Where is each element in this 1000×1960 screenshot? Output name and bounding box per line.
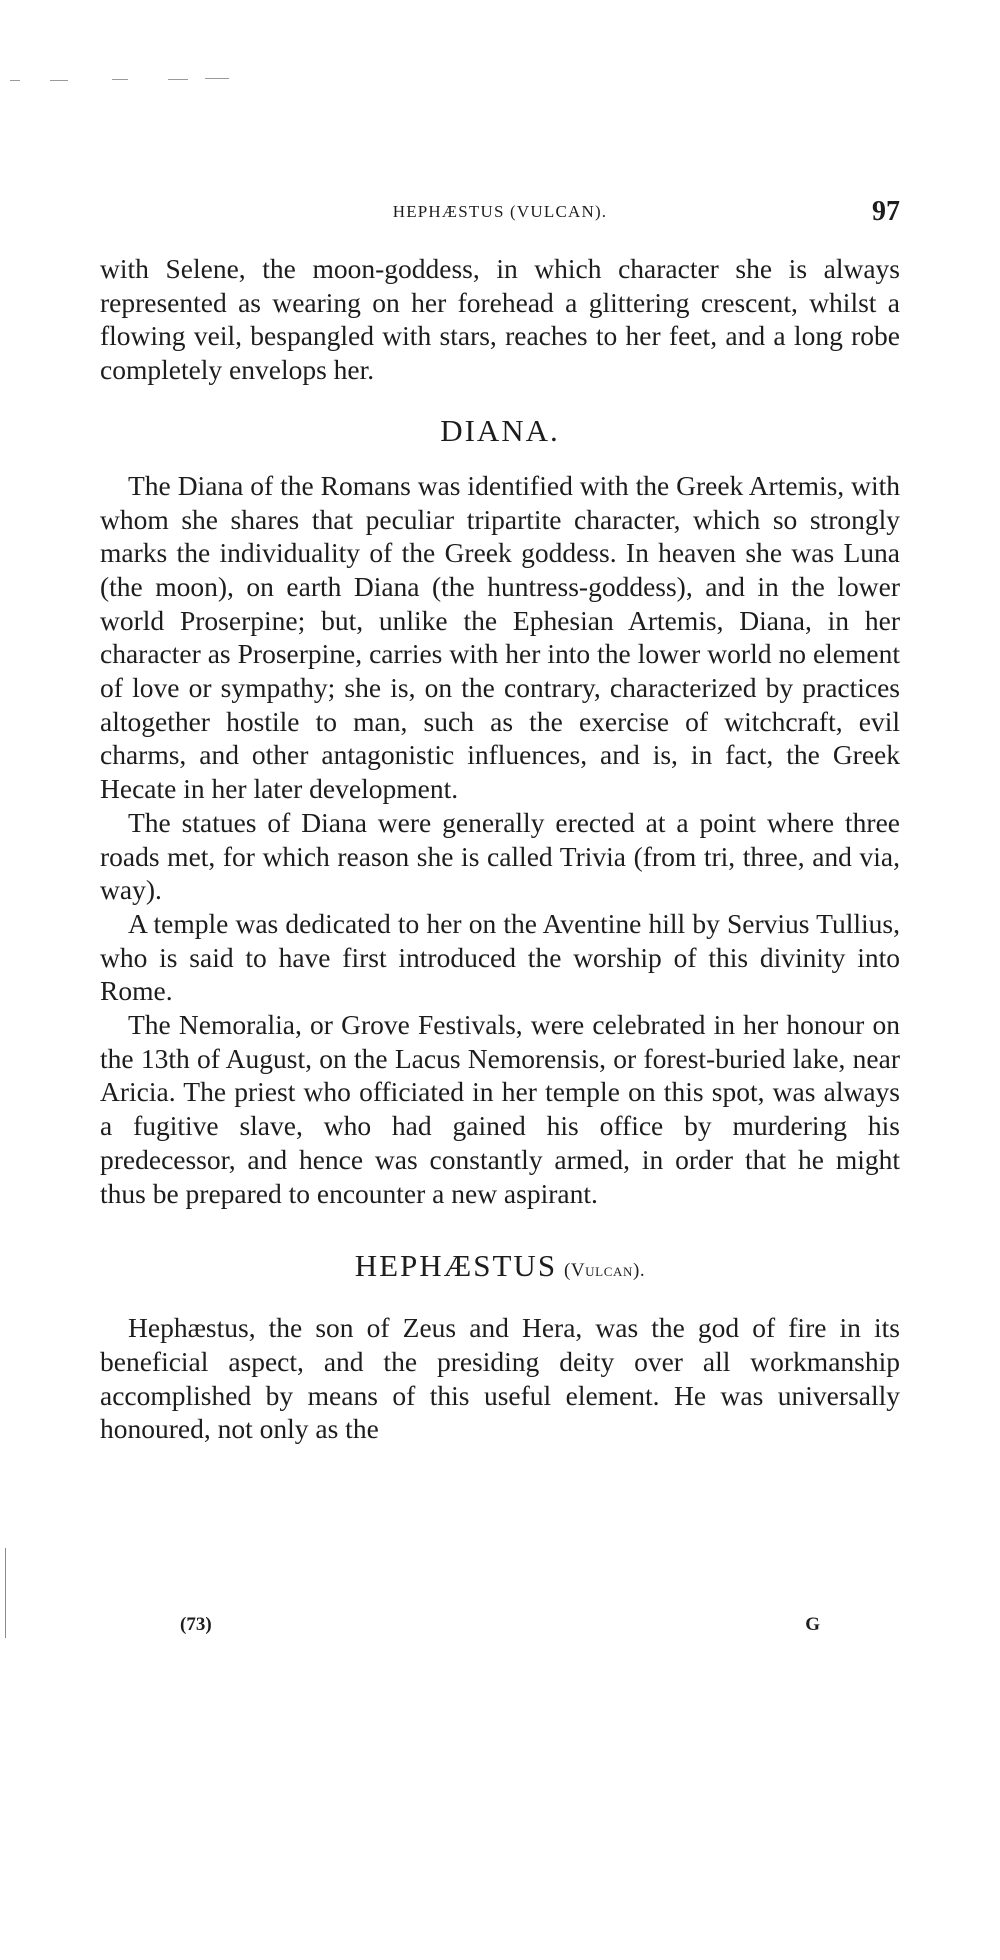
- scan-dash-mark: [168, 79, 188, 80]
- hephaestus-heading: [100, 1246, 900, 1291]
- hephaestus-heading-sub: (Vulcan).: [563, 1260, 646, 1282]
- diana-paragraph-4: The Nemoralia, or Grove Festivals, were celebrated in her honour on the 13th of August, on the Lacus Nemorensis, or forest-buried lake, near Aricia. The priest who officiated in her temple on this spot, was always a fugitive slave, who had gained his office by murdering his predecessor, and hence was constantly armed, in order that he might thus be prepared to encounter a new aspirant.: [100, 1009, 900, 1209]
- signature-letter: G: [805, 1614, 820, 1635]
- hephaestus-paragraph: Hephæstus, the son of Zeus and Hera, was the god of fire in its beneficial aspect, and the presiding deity over all workmanship accomplished by means of this useful element. He was universally honoured, not only as the: [100, 1312, 900, 1445]
- intro-paragraph: with Selene, the moon-goddess, in which character she is always represented as wearing on her forehead a glittering crescent, whilst a flowing veil, bespangled with stars, reaches to her feet, and a long robe completely envelops her.: [100, 253, 900, 386]
- diana-paragraph-3: A temple was dedicated to her on the Aventine hill by Servius Tullius, who is said to have first introduced the worship of this divinity into Rome.: [100, 907, 900, 1007]
- scan-dash-mark: [205, 78, 229, 79]
- page-number: 97: [872, 196, 900, 227]
- signature-line: [180, 1614, 820, 1642]
- scan-dash-mark: [112, 79, 128, 80]
- scan-dash-mark: [10, 80, 20, 81]
- scan-edge-mark: [5, 1548, 6, 1638]
- running-head: [100, 196, 900, 232]
- hephaestus-heading-main: HEPHÆSTUS: [354, 1248, 558, 1284]
- diana-heading: DIANA.: [440, 412, 560, 448]
- diana-paragraph-2: The statues of Diana were generally erected at a point where three roads met, for which reason she is called Trivia (from tri, three, and via, way).: [100, 806, 900, 906]
- page-body: [100, 252, 900, 1446]
- diana-paragraph-1: The Diana of the Romans was identified with the Greek Artemis, with whom she shares that peculiar tripartite character, which so strongly marks the individuality of the Greek goddess. In heaven she was Luna (the moon), on earth Diana (the huntress-goddess), and in the lower world Proserpine; but, unlike the Ephesian Artemis, Diana, in her character as Proserpine, carries with her into the lower world no element of love or sympathy; she is, on the contrary, characterized by practices altogether hostile to man, such as the exercise of witchcraft, evil charms, and other antagonistic influences, and is, in fact, the Greek Hecate in her later development.: [100, 469, 900, 805]
- scan-dash-mark: [50, 80, 68, 81]
- signature-number: (73): [180, 1614, 212, 1635]
- running-title: HEPHÆSTUS (VULCAN).: [392, 202, 608, 221]
